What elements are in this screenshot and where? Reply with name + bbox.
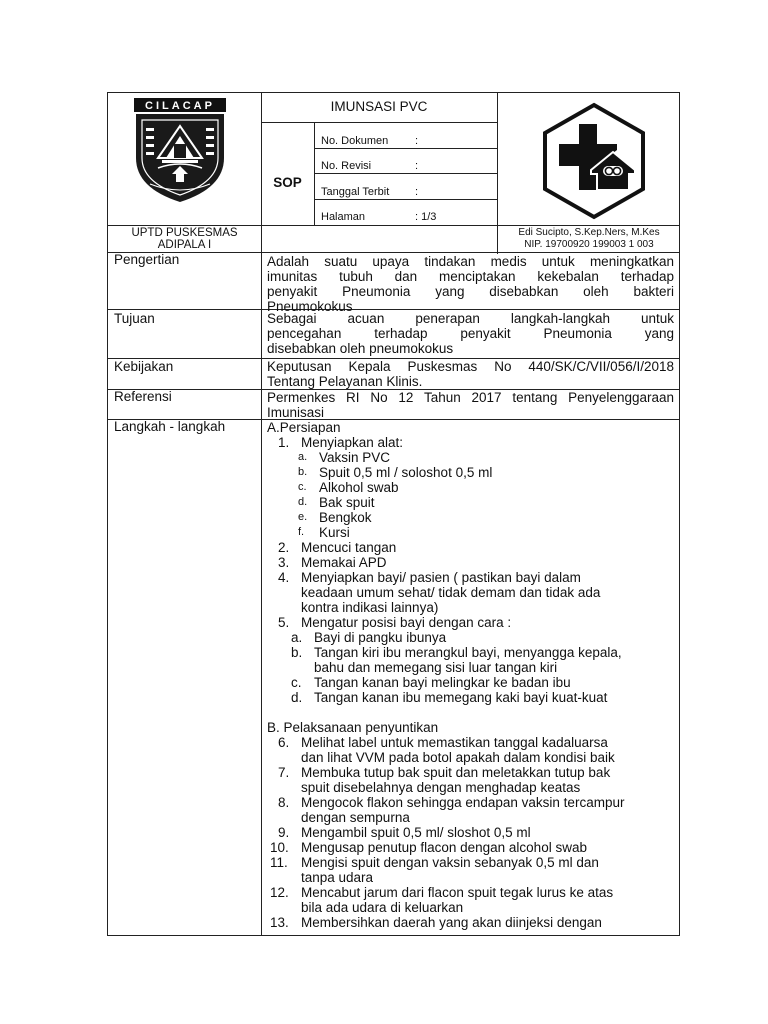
- step-6-cont: dan lihat VVM pada botol apakah dalam kondisi baik: [301, 750, 615, 765]
- revision-label: No. Revisi: [321, 160, 372, 172]
- spacer: [267, 705, 677, 720]
- issue-date-label: Tanggal Terbit: [321, 186, 390, 198]
- label-tujuan: Tujuan: [114, 311, 155, 326]
- divider: [261, 254, 262, 936]
- section-persiapan: A.Persiapan: [267, 420, 341, 435]
- referensi-text: Permenkes RI No 12 Tahun 2017 tentang Penyelenggaraan Imunisasi: [267, 390, 674, 420]
- divider: [314, 173, 497, 174]
- position-item: d. Tangan kanan ibu memegang kaki bayi kuat-kuat: [291, 690, 608, 705]
- page-count-value: : 1/3: [415, 211, 437, 223]
- step-4-cont: kontra indikasi lainnya): [301, 600, 439, 615]
- divider: [108, 252, 680, 253]
- tool-item: d. Bak spuit: [298, 495, 375, 510]
- tool-item: e. Bengkok: [298, 510, 372, 525]
- step-11-cont: tanpa udara: [301, 870, 374, 885]
- position-item: c. Tangan kanan bayi melingkar ke badan ibu: [291, 675, 571, 690]
- step-4-cont: keadaan umum sehat/ tidak demam dan tidak ada: [301, 585, 601, 600]
- step-7: 7. Membuka tutup bak spuit dan meletakkan tutup bak: [278, 765, 611, 780]
- kebijakan-text: Keputusan Kepala Puskesmas No 440/SK/C/VII/056/I/2018 Tentang Pelayanan Klinis.: [267, 359, 674, 389]
- unit-name-line2: ADIPALA I: [157, 239, 212, 251]
- tool-item: f. Kursi: [298, 525, 350, 540]
- divider: [261, 93, 262, 254]
- tool-item: a. Vaksin PVC: [298, 450, 391, 465]
- revision-value: :: [415, 160, 419, 172]
- label-pengertian: Pengertian: [114, 252, 180, 267]
- label-langkah: Langkah - langkah: [114, 419, 226, 434]
- divider: [314, 123, 315, 225]
- sop-label: SOP: [273, 175, 302, 190]
- label-kebijakan: Kebijakan: [114, 359, 174, 374]
- step-13: 13. Membersihkan daerah yang akan diinjeksi dengan: [270, 915, 602, 930]
- position-item: a. Bayi di pangku ibunya: [291, 630, 447, 645]
- position-item: b. Tangan kiri ibu merangkul bayi, menyangga kepala,: [291, 645, 622, 660]
- step-3: 3. Memakai APD: [278, 555, 387, 570]
- issue-date-value: :: [415, 186, 419, 198]
- sop-table: [107, 92, 680, 936]
- step-5: 5. Mengatur posisi bayi dengan cara :: [278, 615, 512, 630]
- signer-nip: NIP. 19700920 199003 1 003: [524, 239, 654, 250]
- doc-number-label: No. Dokumen: [321, 135, 389, 147]
- step-10: 10. Mengusap penutup flacon dengan alcohol swab: [270, 840, 587, 855]
- position-item-cont: bahu dan memegang sisi luar tangan kiri: [314, 660, 558, 675]
- step-1: 1. Menyiapkan alat:: [278, 435, 404, 450]
- divider: [314, 199, 497, 200]
- step-9: 9. Mengambil spuit 0,5 ml/ sloshot 0,5 ml: [278, 825, 531, 840]
- step-8-cont: dengan sempurna: [301, 810, 410, 825]
- page-title: IMUNSASI PVC: [330, 99, 428, 114]
- tool-item: c. Alkohol swab: [298, 480, 399, 495]
- divider: [108, 225, 680, 226]
- puskesmas-hexagon-icon: [539, 102, 649, 220]
- section-pelaksanaan: B. Pelaksanaan penyuntikan: [267, 720, 439, 735]
- langkah-list: [267, 420, 677, 930]
- step-8: 8. Mengocok flakon sehingga endapan vaksin tercampur: [278, 795, 625, 810]
- step-4: 4. Menyiapkan bayi/ pasien ( pastikan bayi dalam: [278, 570, 581, 585]
- cilacap-crest-icon: [128, 96, 232, 204]
- step-2: 2. Mencuci tangan: [278, 540, 397, 555]
- step-11: 11. Mengisi spuit dengan vaksin sebanyak 0,5 ml dan: [270, 855, 599, 870]
- signer-name: Edi Sucipto, S.Kep.Ners, M.Kes: [518, 227, 660, 238]
- pengertian-text: Adalah suatu upaya tindakan medis untuk meningkatkan imunitas tubuh dan menciptakan kekebalan terhadap penyakit Pneumonia yang disebabkan oleh bakteri Pneumokokus: [267, 254, 674, 314]
- puskesmas-logo: [539, 102, 649, 220]
- doc-number-value: :: [415, 135, 419, 147]
- label-referensi: Referensi: [114, 389, 172, 404]
- divider: [314, 148, 497, 149]
- tujuan-text: Sebagai acuan penerapan langkah-langkah untuk pencegahan terhadap penyakit Pneumonia yang disebabkan oleh pneumokokus: [267, 311, 674, 356]
- cilacap-logo: [128, 96, 232, 204]
- step-6: 6. Melihat label untuk memastikan tanggal kadaluarsa: [278, 735, 608, 750]
- svg-text:CILACAP: CILACAP: [145, 100, 215, 112]
- step-12: 12. Mencabut jarum dari flacon spuit tegak lurus ke atas: [270, 885, 614, 900]
- page-count-label: Halaman: [321, 211, 366, 223]
- step-12-cont: bila ada udara di keluarkan: [301, 900, 464, 915]
- step-7-cont: spuit disebelahnya dengan menghadap keatas: [301, 780, 581, 795]
- tool-item: b. Spuit 0,5 ml / soloshot 0,5 ml: [298, 465, 493, 480]
- divider: [261, 122, 497, 123]
- unit-name-line1: UPTD PUSKESMAS: [131, 227, 238, 239]
